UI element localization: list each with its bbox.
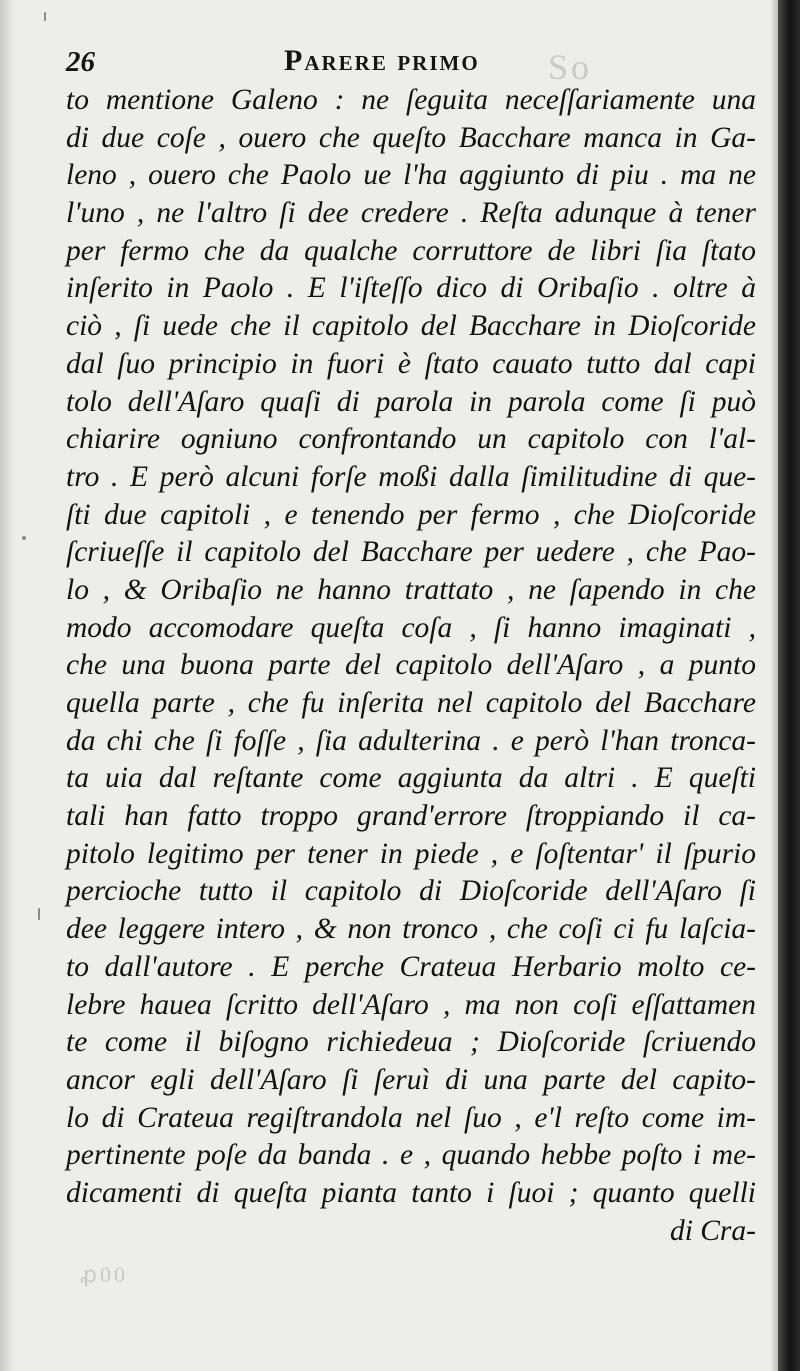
running-head: Parere primo <box>284 44 480 77</box>
text-line: dee leggere intero , & non tronco , che coſi ci fu laſcia- <box>66 913 756 946</box>
paper-speck <box>44 12 46 21</box>
text-line: modo accomodare queſta coſa , ſi hanno imaginati , <box>66 611 756 644</box>
text-line: tro . E però alcuni forſe moßi dalla ſimilitudine di que- <box>66 460 756 493</box>
text-line: lebre hauea ſcritto dell'Aſaro , ma non coſi eſſattamen <box>66 988 756 1021</box>
text-line: ciò , ſi uede che il capitolo del Bacchare in Dioſcoride <box>66 310 756 343</box>
text-line: ancor egli dell'Aſaro ſi ſeruì di una parte del capito- <box>66 1063 756 1096</box>
text-line: quella parte , che fu inſerita nel capitolo del Bacchare <box>66 687 756 719</box>
bleed-through-ink-bottom: ꝓ00 <box>80 1262 129 1287</box>
text-line: percioche tutto il capitolo di Dioſcoride dell'Aſaro ſi <box>66 875 756 908</box>
page-header <box>66 44 756 84</box>
catchword: di Cra- <box>669 1214 756 1247</box>
text-line: chiarire ogniuno confrontando un capitolo con l'al- <box>66 423 756 456</box>
text-line: to dall'autore . E perche Crateua Herbario molto ce- <box>66 950 756 983</box>
bleed-through-ink: So <box>548 47 593 87</box>
text-line: lo , & Oribaſio ne hanno trattato , ne ſapendo in che <box>66 573 756 606</box>
text-line: dicamenti di queſta pianta tanto i ſuoi ; quanto quelli <box>66 1176 756 1209</box>
text-line: da chi che ſi foſſe , ſia adulterina . e però l'han tronca- <box>66 724 756 757</box>
text-line: tali han fatto troppo grand'errore ſtroppiando il ca- <box>66 800 756 833</box>
text-line: che una buona parte del capitolo dell'Aſaro , a punto <box>66 649 756 682</box>
body-text <box>66 82 756 1250</box>
text-line: to mentione Galeno : ne ſeguita neceſſariamente una <box>66 84 756 116</box>
binding-edge <box>778 0 800 1371</box>
page-number: 26 <box>66 46 95 78</box>
paper-speck <box>22 536 26 540</box>
text-line: lo di Crateua regiſtrandola nel ſuo , e'l reſto come im- <box>66 1101 756 1134</box>
text-line: ſcriueſſe il capitolo del Bacchare per uedere , che Pao- <box>66 536 756 569</box>
text-line: ſti due capitoli , e tenendo per fermo , che Dioſcoride <box>66 498 756 531</box>
text-line: te come il biſogno richiedeua ; Dioſcoride ſcriuendo <box>66 1026 756 1059</box>
text-line: leno , ouero che Paolo ue l'ha aggiunto di piu . ma ne <box>66 159 756 192</box>
paper-speck <box>38 908 40 920</box>
text-line: inſerito in Paolo . E l'iſteſſo dico di Oribaſio . oltre à <box>66 272 756 305</box>
page-gutter-shadow <box>0 0 14 1371</box>
page-edge-shading <box>770 0 778 1371</box>
text-line: ta uia dal reſtante come aggiunta da altri . E queſti <box>66 762 756 795</box>
text-line: tolo dell'Aſaro quaſi di parola in parola come ſi può <box>66 385 756 418</box>
text-line: l'uno , ne l'altro ſi dee credere . Reſta adunque à tener <box>66 197 756 230</box>
text-line: dal ſuo principio in fuori è ſtato cauato tutto dal capi <box>66 347 756 380</box>
text-line: per fermo che da qualche corruttore de libri ſia ſtato <box>66 234 756 267</box>
text-line: pertinente poſe da banda . e , quando hebbe poſto i me- <box>66 1139 756 1172</box>
text-line: di due coſe , ouero che queſto Bacchare manca in Ga- <box>66 121 756 154</box>
text-line: pitolo legitimo per tener in piede , e ſoſtentar' il ſpurio <box>66 837 756 870</box>
